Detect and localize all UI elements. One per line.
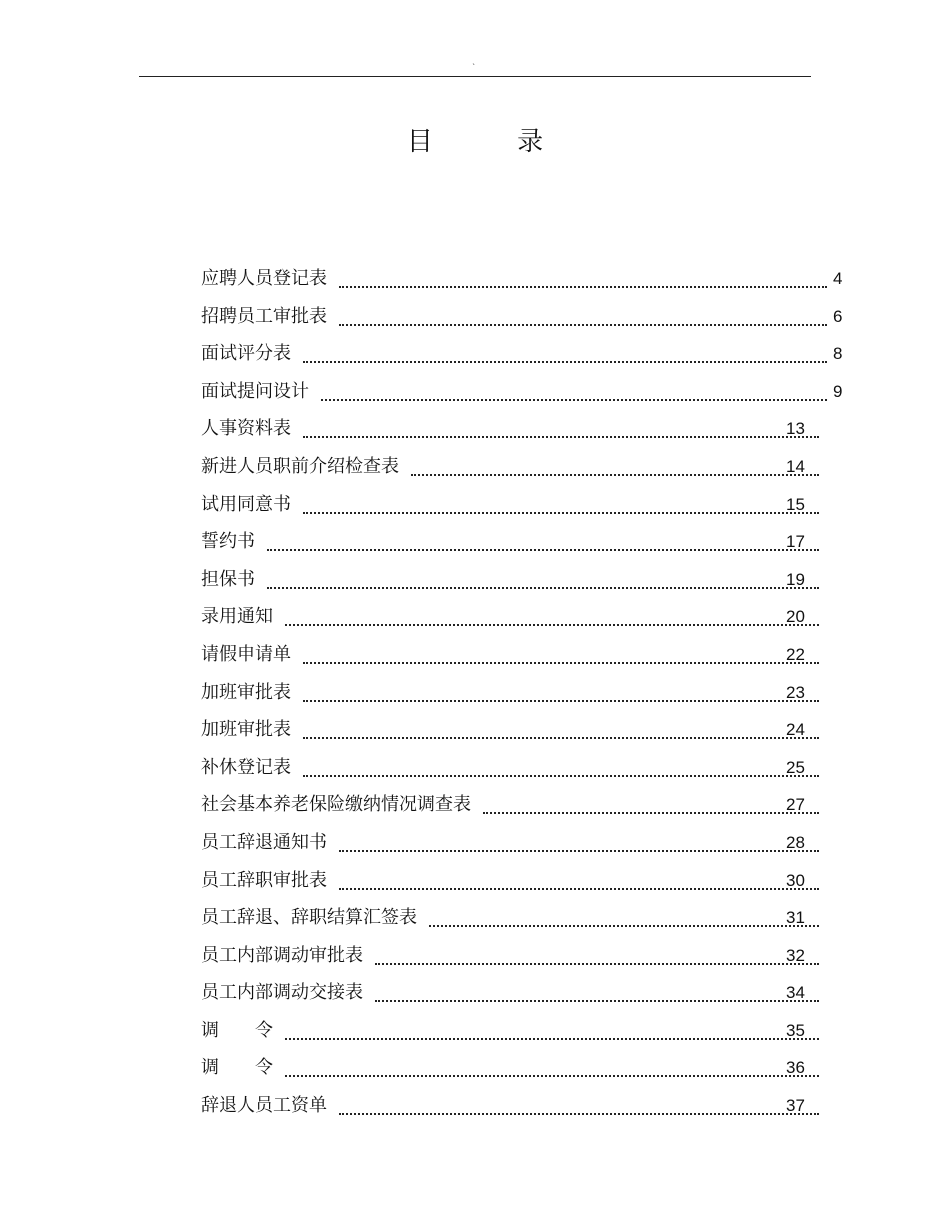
toc-page-number: 13	[786, 419, 805, 439]
toc-entry[interactable]	[201, 899, 861, 937]
toc-entry[interactable]	[201, 1087, 861, 1125]
toc-entry-title: 应聘人员登记表	[201, 268, 327, 289]
toc-entry[interactable]	[201, 937, 861, 975]
toc-entry-title: 员工内部调动交接表	[201, 982, 363, 1004]
toc-entry[interactable]	[201, 598, 861, 636]
toc-entry[interactable]	[201, 636, 861, 674]
toc-entry-title: 面试提问设计	[201, 380, 309, 402]
toc-page-number: 8	[833, 344, 843, 364]
toc-page-number: 6	[833, 306, 843, 326]
toc-entry-title: 辞退人员工资单	[201, 1095, 327, 1117]
toc-page-number: 25	[786, 757, 805, 777]
toc-page-number: 22	[786, 644, 805, 664]
toc-entry-title: 社会基本养老保险缴纳情况调查表	[201, 794, 471, 816]
toc-page-number: 30	[786, 870, 805, 890]
toc-page-number: 37	[786, 1096, 805, 1116]
toc-page-number: 34	[786, 983, 805, 1003]
toc-dot-leader	[375, 988, 819, 1002]
toc-entry-title: 加班审批表	[201, 719, 291, 741]
toc-page-number: 32	[786, 945, 805, 965]
toc-page-number: 24	[786, 720, 805, 740]
toc-entry[interactable]	[201, 335, 861, 373]
toc-page-number: 9	[833, 381, 843, 401]
toc-page-number: 4	[833, 269, 843, 288]
toc-entry-title: 招聘员工审批表	[201, 305, 327, 327]
toc-page-number: 15	[786, 494, 805, 514]
toc-dot-leader	[285, 1063, 819, 1077]
toc-entry-title: 新进人员职前介绍检查表	[201, 455, 399, 477]
toc-entry[interactable]	[201, 448, 861, 486]
toc-entry-title: 担保书	[201, 568, 255, 590]
toc-page-number: 19	[786, 569, 805, 589]
toc-entry-title: 试用同意书	[201, 493, 291, 515]
toc-entry-title: 调 令	[201, 1019, 273, 1041]
toc-page-number: 31	[786, 908, 805, 928]
toc-entry-title: 誓约书	[201, 531, 255, 553]
header-rule	[139, 76, 811, 77]
toc-dot-leader	[411, 462, 819, 476]
toc-dot-leader	[339, 876, 819, 890]
toc-dot-leader	[321, 387, 827, 401]
toc-dot-leader	[267, 575, 819, 589]
toc-page-number: 28	[786, 832, 805, 852]
toc-entry[interactable]	[201, 373, 861, 411]
toc-entry[interactable]	[201, 410, 861, 448]
toc-dot-leader	[303, 349, 827, 363]
toc-page-number: 23	[786, 682, 805, 702]
toc-entry[interactable]	[201, 486, 861, 524]
toc-dot-leader	[303, 650, 819, 664]
toc-dot-leader	[339, 274, 827, 288]
toc-dot-leader	[303, 725, 819, 739]
toc-entry-title: 请假申请单	[201, 643, 291, 665]
toc-entry-title: 补休登记表	[201, 756, 291, 778]
toc-dot-leader	[429, 913, 819, 927]
toc-entry-title: 调 令	[201, 1057, 273, 1079]
header-mark: `	[472, 63, 476, 72]
toc-dot-leader	[303, 688, 819, 702]
toc-entry-title: 录用通知	[201, 606, 273, 628]
toc-dot-leader	[483, 800, 819, 814]
toc-entry-title: 员工辞职审批表	[201, 869, 327, 891]
toc-entry-title: 人事资料表	[201, 418, 291, 440]
toc-entry-title: 员工辞退、辞职结算汇签表	[201, 907, 417, 929]
toc-entry-title: 加班审批表	[201, 681, 291, 703]
toc-page-number: 20	[786, 607, 805, 627]
toc-entry[interactable]	[201, 260, 861, 298]
toc-dot-leader	[303, 424, 819, 438]
toc-dot-leader	[267, 537, 819, 551]
toc-page-number: 14	[786, 456, 805, 476]
toc-entry[interactable]	[201, 711, 861, 749]
toc-entry[interactable]	[201, 298, 861, 336]
toc-entry[interactable]	[201, 786, 861, 824]
toc-entry[interactable]	[201, 862, 861, 900]
toc-entry[interactable]	[201, 1012, 861, 1050]
toc-page-number: 17	[786, 532, 805, 552]
toc-entry[interactable]	[201, 1049, 861, 1087]
toc-entry[interactable]	[201, 674, 861, 712]
toc-entry[interactable]	[201, 749, 861, 787]
toc-dot-leader	[285, 612, 819, 626]
toc-entry[interactable]	[201, 974, 861, 1012]
toc-entry-title: 员工内部调动审批表	[201, 944, 363, 966]
toc-dot-leader	[339, 312, 827, 326]
toc-dot-leader	[339, 838, 819, 852]
page-title: 目 录	[406, 127, 582, 157]
toc-dot-leader	[375, 951, 819, 965]
toc-entry-title: 员工辞退通知书	[201, 831, 327, 853]
toc-page-number: 35	[786, 1020, 805, 1040]
toc-entry[interactable]	[201, 824, 861, 862]
toc-entry[interactable]	[201, 523, 861, 561]
toc-entry[interactable]	[201, 561, 861, 599]
toc-dot-leader	[339, 1101, 819, 1115]
toc-page-number: 36	[786, 1058, 805, 1078]
table-of-contents	[201, 260, 861, 1125]
toc-dot-leader	[303, 500, 819, 514]
toc-entry-title: 面试评分表	[201, 343, 291, 365]
toc-dot-leader	[303, 763, 819, 777]
toc-page-number: 27	[786, 795, 805, 815]
toc-dot-leader	[285, 1026, 819, 1040]
